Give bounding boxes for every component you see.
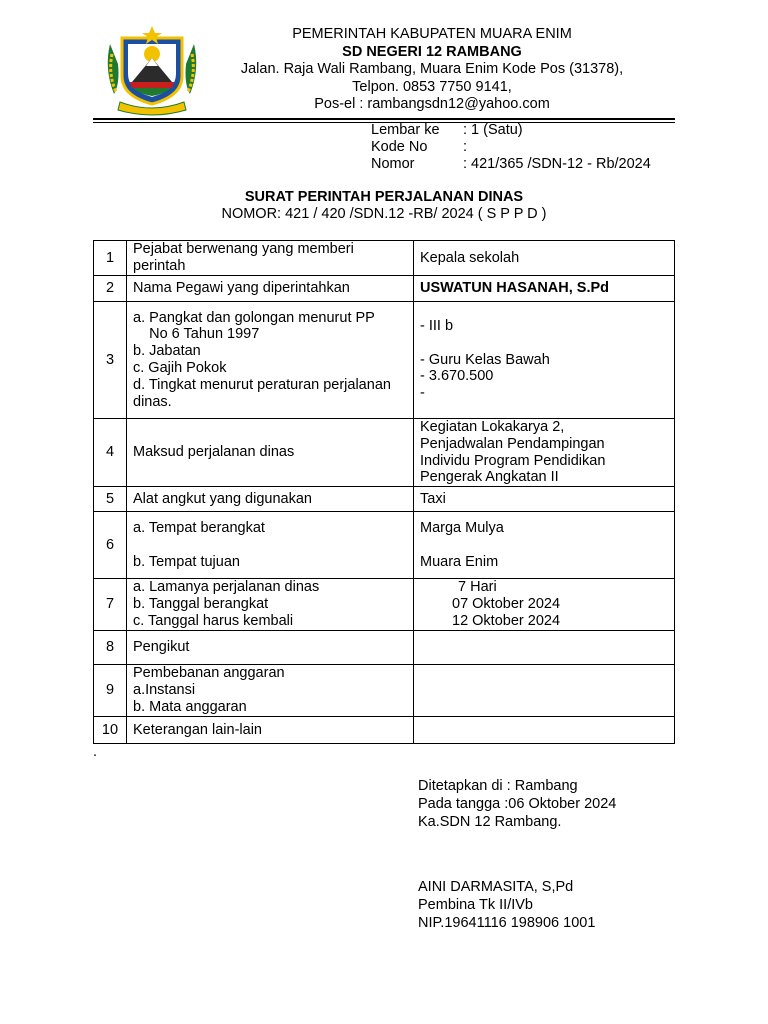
row-label-line: c. Gajih Pokok bbox=[133, 360, 227, 376]
row-number: 8 bbox=[94, 631, 127, 665]
row-label-line: Pembebanan anggaran bbox=[133, 665, 285, 682]
table-row bbox=[94, 579, 675, 631]
row-value bbox=[414, 487, 675, 512]
table-row bbox=[94, 302, 675, 419]
travel-order-table bbox=[93, 240, 675, 744]
row-number: 4 bbox=[94, 419, 127, 487]
table-row bbox=[94, 512, 675, 579]
row-value bbox=[414, 302, 675, 419]
signature-block bbox=[418, 777, 616, 831]
row-value-line: 12 Oktober 2024 bbox=[452, 613, 561, 630]
table-row bbox=[94, 717, 675, 744]
row-value bbox=[414, 717, 675, 744]
row-number: 3 bbox=[94, 302, 127, 419]
row-number: 9 bbox=[94, 665, 127, 717]
document-title-block bbox=[93, 189, 675, 223]
row-value-line: - Guru Kelas Bawah bbox=[420, 351, 550, 368]
dot-mark: . bbox=[93, 744, 98, 760]
signature-office: Ka.SDN 12 Rambang. bbox=[418, 814, 562, 830]
row-value bbox=[414, 241, 675, 276]
school-phone: Telpon. 0853 7750 9141, bbox=[352, 78, 512, 95]
row-label-line: a.Instansi bbox=[133, 682, 196, 699]
row-label-line: Maksud perjalanan dinas bbox=[133, 444, 295, 461]
row-value-line: Pengerak Angkatan II bbox=[420, 469, 559, 486]
row-label-line: b. Mata anggaran bbox=[133, 699, 247, 716]
school-logo bbox=[102, 24, 202, 116]
row-value bbox=[414, 276, 675, 302]
row-value-line: - 3.670.500 bbox=[420, 368, 494, 385]
row-number: 10 bbox=[94, 717, 127, 744]
row-label-line: c. Tanggal harus kembali bbox=[133, 613, 294, 630]
school-name: SD NEGERI 12 RAMBANG bbox=[342, 43, 522, 60]
table-row bbox=[94, 631, 675, 665]
row-value bbox=[414, 419, 675, 487]
row-value-line bbox=[420, 537, 668, 554]
row-value bbox=[414, 665, 675, 717]
row-value-line: Individu Program Pendidikan bbox=[420, 452, 606, 469]
table-row bbox=[94, 419, 675, 487]
row-value-line: Muara Enim bbox=[420, 553, 499, 570]
meta-row-number: Nomor : 421/365 /SDN-12 - Rb/2024 bbox=[371, 156, 651, 172]
row-label-line: b. Tanggal berangkat bbox=[133, 596, 269, 613]
row-label-line: dinas. bbox=[133, 393, 172, 410]
row-label-line: b. Tempat tujuan bbox=[133, 553, 240, 570]
row-value-line: Penjadwalan Pendampingan bbox=[420, 435, 605, 452]
row-label bbox=[127, 302, 414, 419]
row-label-line: a. Lamanya perjalanan dinas bbox=[133, 579, 320, 596]
table-row bbox=[94, 276, 675, 302]
row-label-line: Nama Pegawi yang diperintahkan bbox=[133, 280, 350, 297]
meta-row-code: Kode No : bbox=[371, 139, 468, 155]
signature-place: Ditetapkan di : Rambang bbox=[418, 778, 578, 794]
school-address: Jalan. Raja Wali Rambang, Muara Enim Kode Pos (31378), bbox=[240, 61, 624, 77]
document-title: SURAT PERINTAH PERJALANAN DINAS bbox=[244, 189, 524, 205]
letterhead bbox=[220, 26, 644, 114]
row-value bbox=[414, 579, 675, 631]
row-value-line: - III b bbox=[420, 318, 454, 334]
signatory-rank: Pembina Tk II/IVb bbox=[418, 897, 533, 913]
row-label bbox=[127, 419, 414, 487]
row-label bbox=[127, 512, 414, 579]
row-label-line: No 6 Tahun 1997 bbox=[133, 326, 260, 343]
row-value-line: Taxi bbox=[420, 490, 446, 507]
school-email: Pos-el : rambangsdn12@yahoo.com bbox=[314, 96, 550, 112]
signatory-nip: NIP.19641116 198906 1001 bbox=[418, 915, 596, 931]
row-value bbox=[414, 631, 675, 665]
row-label bbox=[127, 276, 414, 302]
row-label-line: b. Jabatan bbox=[133, 343, 201, 360]
row-value-line: USWATUN HASANAH, S.Pd bbox=[420, 280, 610, 297]
row-label-line: Keterangan lain-lain bbox=[133, 721, 262, 738]
row-label bbox=[127, 665, 414, 717]
meta-block bbox=[371, 122, 651, 173]
row-label-line: d. Tingkat menurut peraturan perjalanan bbox=[133, 376, 391, 393]
emblem-icon bbox=[102, 24, 202, 116]
row-value-line: Marga Mulya bbox=[420, 519, 504, 536]
row-value-line bbox=[420, 682, 668, 699]
row-label-line: Pejabat berwenang yang memberi bbox=[133, 241, 354, 258]
meta-row-sheet: Lembar ke : 1 (Satu) bbox=[371, 122, 523, 138]
row-number: 7 bbox=[94, 579, 127, 631]
letterhead-divider-thick bbox=[93, 118, 675, 120]
row-label bbox=[127, 241, 414, 276]
row-number: 6 bbox=[94, 512, 127, 579]
row-value-line: 07 Oktober 2024 bbox=[452, 596, 561, 613]
row-label-line: a. Pangkat dan golongan menurut PP bbox=[133, 309, 375, 326]
table-row bbox=[94, 665, 675, 717]
row-number: 2 bbox=[94, 276, 127, 302]
row-label-line: Alat angkut yang digunakan bbox=[133, 490, 312, 507]
row-label bbox=[127, 487, 414, 512]
row-number: 5 bbox=[94, 487, 127, 512]
row-value bbox=[414, 512, 675, 579]
signatory-block bbox=[418, 878, 595, 932]
row-value-line: - bbox=[420, 385, 425, 402]
signatory-name: AINI DARMASITA, S,Pd bbox=[418, 879, 574, 895]
government-name: PEMERINTAH KABUPATEN MUARA ENIM bbox=[292, 26, 572, 42]
row-label bbox=[127, 717, 414, 744]
row-label-line: Pengikut bbox=[133, 639, 190, 656]
row-value-line bbox=[420, 335, 668, 352]
row-number: 1 bbox=[94, 241, 127, 276]
row-label-line: a. Tempat berangkat bbox=[133, 519, 265, 536]
row-label-line bbox=[133, 537, 407, 554]
row-value-line: Kegiatan Lokakarya 2, bbox=[420, 419, 565, 435]
table-row bbox=[94, 241, 675, 276]
row-value-line: 7 Hari bbox=[458, 579, 497, 596]
row-label bbox=[127, 579, 414, 631]
row-value-line bbox=[420, 639, 668, 656]
row-value-line bbox=[420, 722, 668, 739]
table-row bbox=[94, 487, 675, 512]
document-number: NOMOR: 421 / 420 /SDN.12 -RB/ 2024 ( S P P D ) bbox=[221, 206, 547, 222]
row-label-line: perintah bbox=[133, 258, 186, 274]
row-value-line: Kepala sekolah bbox=[420, 249, 520, 266]
row-label bbox=[127, 631, 414, 665]
signature-date: Pada tangga :06 Oktober 2024 bbox=[418, 796, 617, 812]
